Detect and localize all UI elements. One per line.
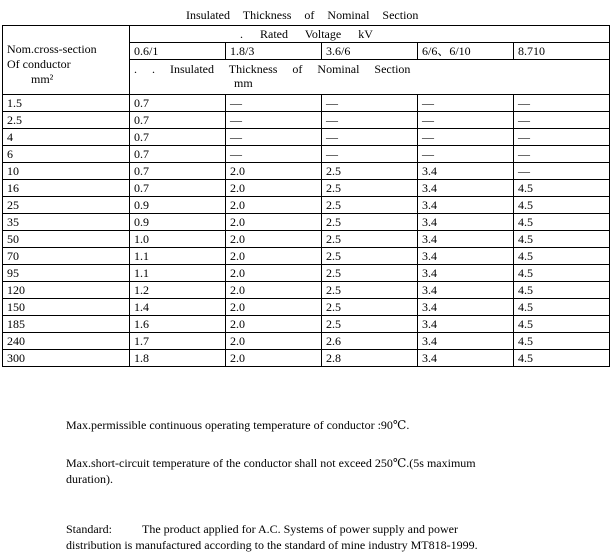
thickness-cell: —: [514, 163, 610, 180]
thickness-cell: 2.5: [322, 180, 418, 197]
thickness-cell: 2.0: [226, 197, 322, 214]
table-row: [3, 248, 610, 265]
thickness-cell: 3.4: [418, 265, 514, 282]
thickness-cell: —: [418, 112, 514, 129]
thickness-cell: 4.5: [514, 299, 610, 316]
thickness-cell: 3.4: [418, 316, 514, 333]
thickness-cell: 2.0: [226, 282, 322, 299]
table-row: [3, 197, 610, 214]
thickness-cell: 4.5: [514, 180, 610, 197]
thickness-cell: 2.5: [322, 316, 418, 333]
table-title: Insulated Thickness of Nominal Section: [186, 8, 419, 22]
thickness-subheader-line1: . . Insulated Thickness of Nominal Section: [134, 62, 411, 76]
cross-section-cell: 25: [3, 197, 130, 214]
thickness-cell: —: [322, 112, 418, 129]
thickness-cell: 1.8: [130, 350, 226, 367]
thickness-cell: 2.6: [322, 333, 418, 350]
table-row: [3, 231, 610, 248]
thickness-cell: 3.4: [418, 214, 514, 231]
thickness-cell: 3.4: [418, 299, 514, 316]
cross-section-cell: 300: [3, 350, 130, 367]
short-circuit-note-line2: duration).: [66, 472, 113, 486]
thickness-cell: 0.7: [130, 129, 226, 146]
cross-section-cell: 4: [3, 129, 130, 146]
thickness-cell: 0.7: [130, 163, 226, 180]
thickness-cell: —: [226, 129, 322, 146]
thickness-cell: 0.7: [130, 146, 226, 163]
thickness-cell: 4.5: [514, 231, 610, 248]
thickness-cell: 2.5: [322, 282, 418, 299]
cross-section-cell: 150: [3, 299, 130, 316]
thickness-cell: 4.5: [514, 316, 610, 333]
thickness-subheader-unit: mm: [234, 76, 253, 90]
thickness-cell: 2.5: [322, 265, 418, 282]
thickness-cell: 4.5: [514, 350, 610, 367]
thickness-cell: 2.5: [322, 231, 418, 248]
thickness-cell: —: [418, 129, 514, 146]
thickness-cell: 4.5: [514, 248, 610, 265]
thickness-cell: 1.1: [130, 265, 226, 282]
thickness-cell: —: [322, 146, 418, 163]
thickness-cell: 0.9: [130, 197, 226, 214]
thickness-subheader: [130, 60, 610, 95]
table-row: [3, 282, 610, 299]
cross-section-cell: 70: [3, 248, 130, 265]
cross-section-cell: 2.5: [3, 112, 130, 129]
thickness-cell: 3.4: [418, 282, 514, 299]
thickness-cell: 4.5: [514, 265, 610, 282]
table-row: [3, 95, 610, 112]
standard-note: [66, 521, 586, 553]
thickness-cell: 0.9: [130, 214, 226, 231]
thickness-cell: —: [514, 112, 610, 129]
cross-section-cell: 95: [3, 265, 130, 282]
max-temperature-note: Max.permissible continuous operating temperature of conductor :90℃.: [66, 418, 410, 432]
thickness-cell: 0.7: [130, 180, 226, 197]
voltage-col-1: 0.6/1: [130, 43, 226, 60]
thickness-cell: 2.0: [226, 163, 322, 180]
insulation-thickness-table: [2, 25, 610, 367]
thickness-cell: 1.4: [130, 299, 226, 316]
thickness-cell: —: [514, 129, 610, 146]
short-circuit-note-line1: Max.short-circuit temperature of the conductor shall not exceed 250℃.(5s maximum: [66, 456, 476, 470]
standard-label: Standard:: [66, 522, 112, 536]
table-row: [3, 146, 610, 163]
voltage-col-4: 6/6、6/10: [418, 43, 514, 60]
standard-line2: distribution is manufactured according to the standard of mine industry MT818-1999.: [66, 538, 478, 552]
cross-section-cell: 16: [3, 180, 130, 197]
table-row: [3, 180, 610, 197]
table-row: [3, 129, 610, 146]
thickness-cell: 1.0: [130, 231, 226, 248]
short-circuit-note: [66, 455, 566, 487]
rated-voltage-header: . Rated Voltage kV: [130, 26, 610, 43]
thickness-cell: 3.4: [418, 350, 514, 367]
voltage-col-2: 1.8/3: [226, 43, 322, 60]
standard-line1: The product applied for A.C. Systems of power supply and power: [142, 522, 458, 536]
table-row: [3, 112, 610, 129]
cross-section-cell: 6: [3, 146, 130, 163]
thickness-cell: 2.5: [322, 214, 418, 231]
table-row: [3, 265, 610, 282]
thickness-cell: 0.7: [130, 112, 226, 129]
thickness-cell: 3.4: [418, 248, 514, 265]
cross-section-cell: 240: [3, 333, 130, 350]
cross-section-cell: 185: [3, 316, 130, 333]
cross-section-cell: 1.5: [3, 95, 130, 112]
table-row: [3, 350, 610, 367]
conductor-header-line2: Of conductor: [7, 57, 71, 71]
thickness-cell: 2.0: [226, 248, 322, 265]
cross-section-cell: 50: [3, 231, 130, 248]
thickness-cell: —: [418, 95, 514, 112]
cross-section-cell: 120: [3, 282, 130, 299]
thickness-cell: 2.0: [226, 180, 322, 197]
table-row: [3, 214, 610, 231]
thickness-cell: 4.5: [514, 282, 610, 299]
thickness-cell: 2.0: [226, 316, 322, 333]
thickness-cell: —: [322, 95, 418, 112]
thickness-cell: 2.0: [226, 231, 322, 248]
conductor-header-unit: mm²: [31, 72, 54, 86]
thickness-cell: 2.8: [322, 350, 418, 367]
thickness-cell: 3.4: [418, 197, 514, 214]
thickness-cell: 3.4: [418, 163, 514, 180]
thickness-cell: 2.5: [322, 197, 418, 214]
thickness-cell: —: [322, 129, 418, 146]
thickness-cell: —: [418, 146, 514, 163]
thickness-cell: —: [226, 112, 322, 129]
thickness-cell: 2.0: [226, 214, 322, 231]
conductor-header: [3, 26, 130, 95]
thickness-cell: 2.0: [226, 265, 322, 282]
conductor-header-line1: Nom.cross-section: [7, 42, 97, 56]
thickness-cell: 4.5: [514, 333, 610, 350]
table-row: [3, 316, 610, 333]
thickness-cell: —: [226, 146, 322, 163]
thickness-cell: 1.6: [130, 316, 226, 333]
thickness-cell: 3.4: [418, 231, 514, 248]
cross-section-cell: 35: [3, 214, 130, 231]
thickness-cell: 3.4: [418, 180, 514, 197]
table-row: [3, 333, 610, 350]
thickness-cell: 4.5: [514, 197, 610, 214]
thickness-cell: —: [514, 95, 610, 112]
thickness-cell: 2.0: [226, 299, 322, 316]
thickness-cell: —: [226, 95, 322, 112]
thickness-cell: 2.5: [322, 163, 418, 180]
table-row: [3, 163, 610, 180]
thickness-cell: 1.1: [130, 248, 226, 265]
table-row: [3, 299, 610, 316]
thickness-cell: 1.7: [130, 333, 226, 350]
thickness-cell: —: [514, 146, 610, 163]
cross-section-cell: 10: [3, 163, 130, 180]
thickness-cell: 2.0: [226, 333, 322, 350]
thickness-cell: 2.5: [322, 299, 418, 316]
thickness-cell: 3.4: [418, 333, 514, 350]
thickness-cell: 0.7: [130, 95, 226, 112]
thickness-cell: 2.0: [226, 350, 322, 367]
thickness-cell: 2.5: [322, 248, 418, 265]
thickness-cell: 1.2: [130, 282, 226, 299]
voltage-col-3: 3.6/6: [322, 43, 418, 60]
voltage-col-5: 8.710: [514, 43, 610, 60]
thickness-cell: 4.5: [514, 214, 610, 231]
